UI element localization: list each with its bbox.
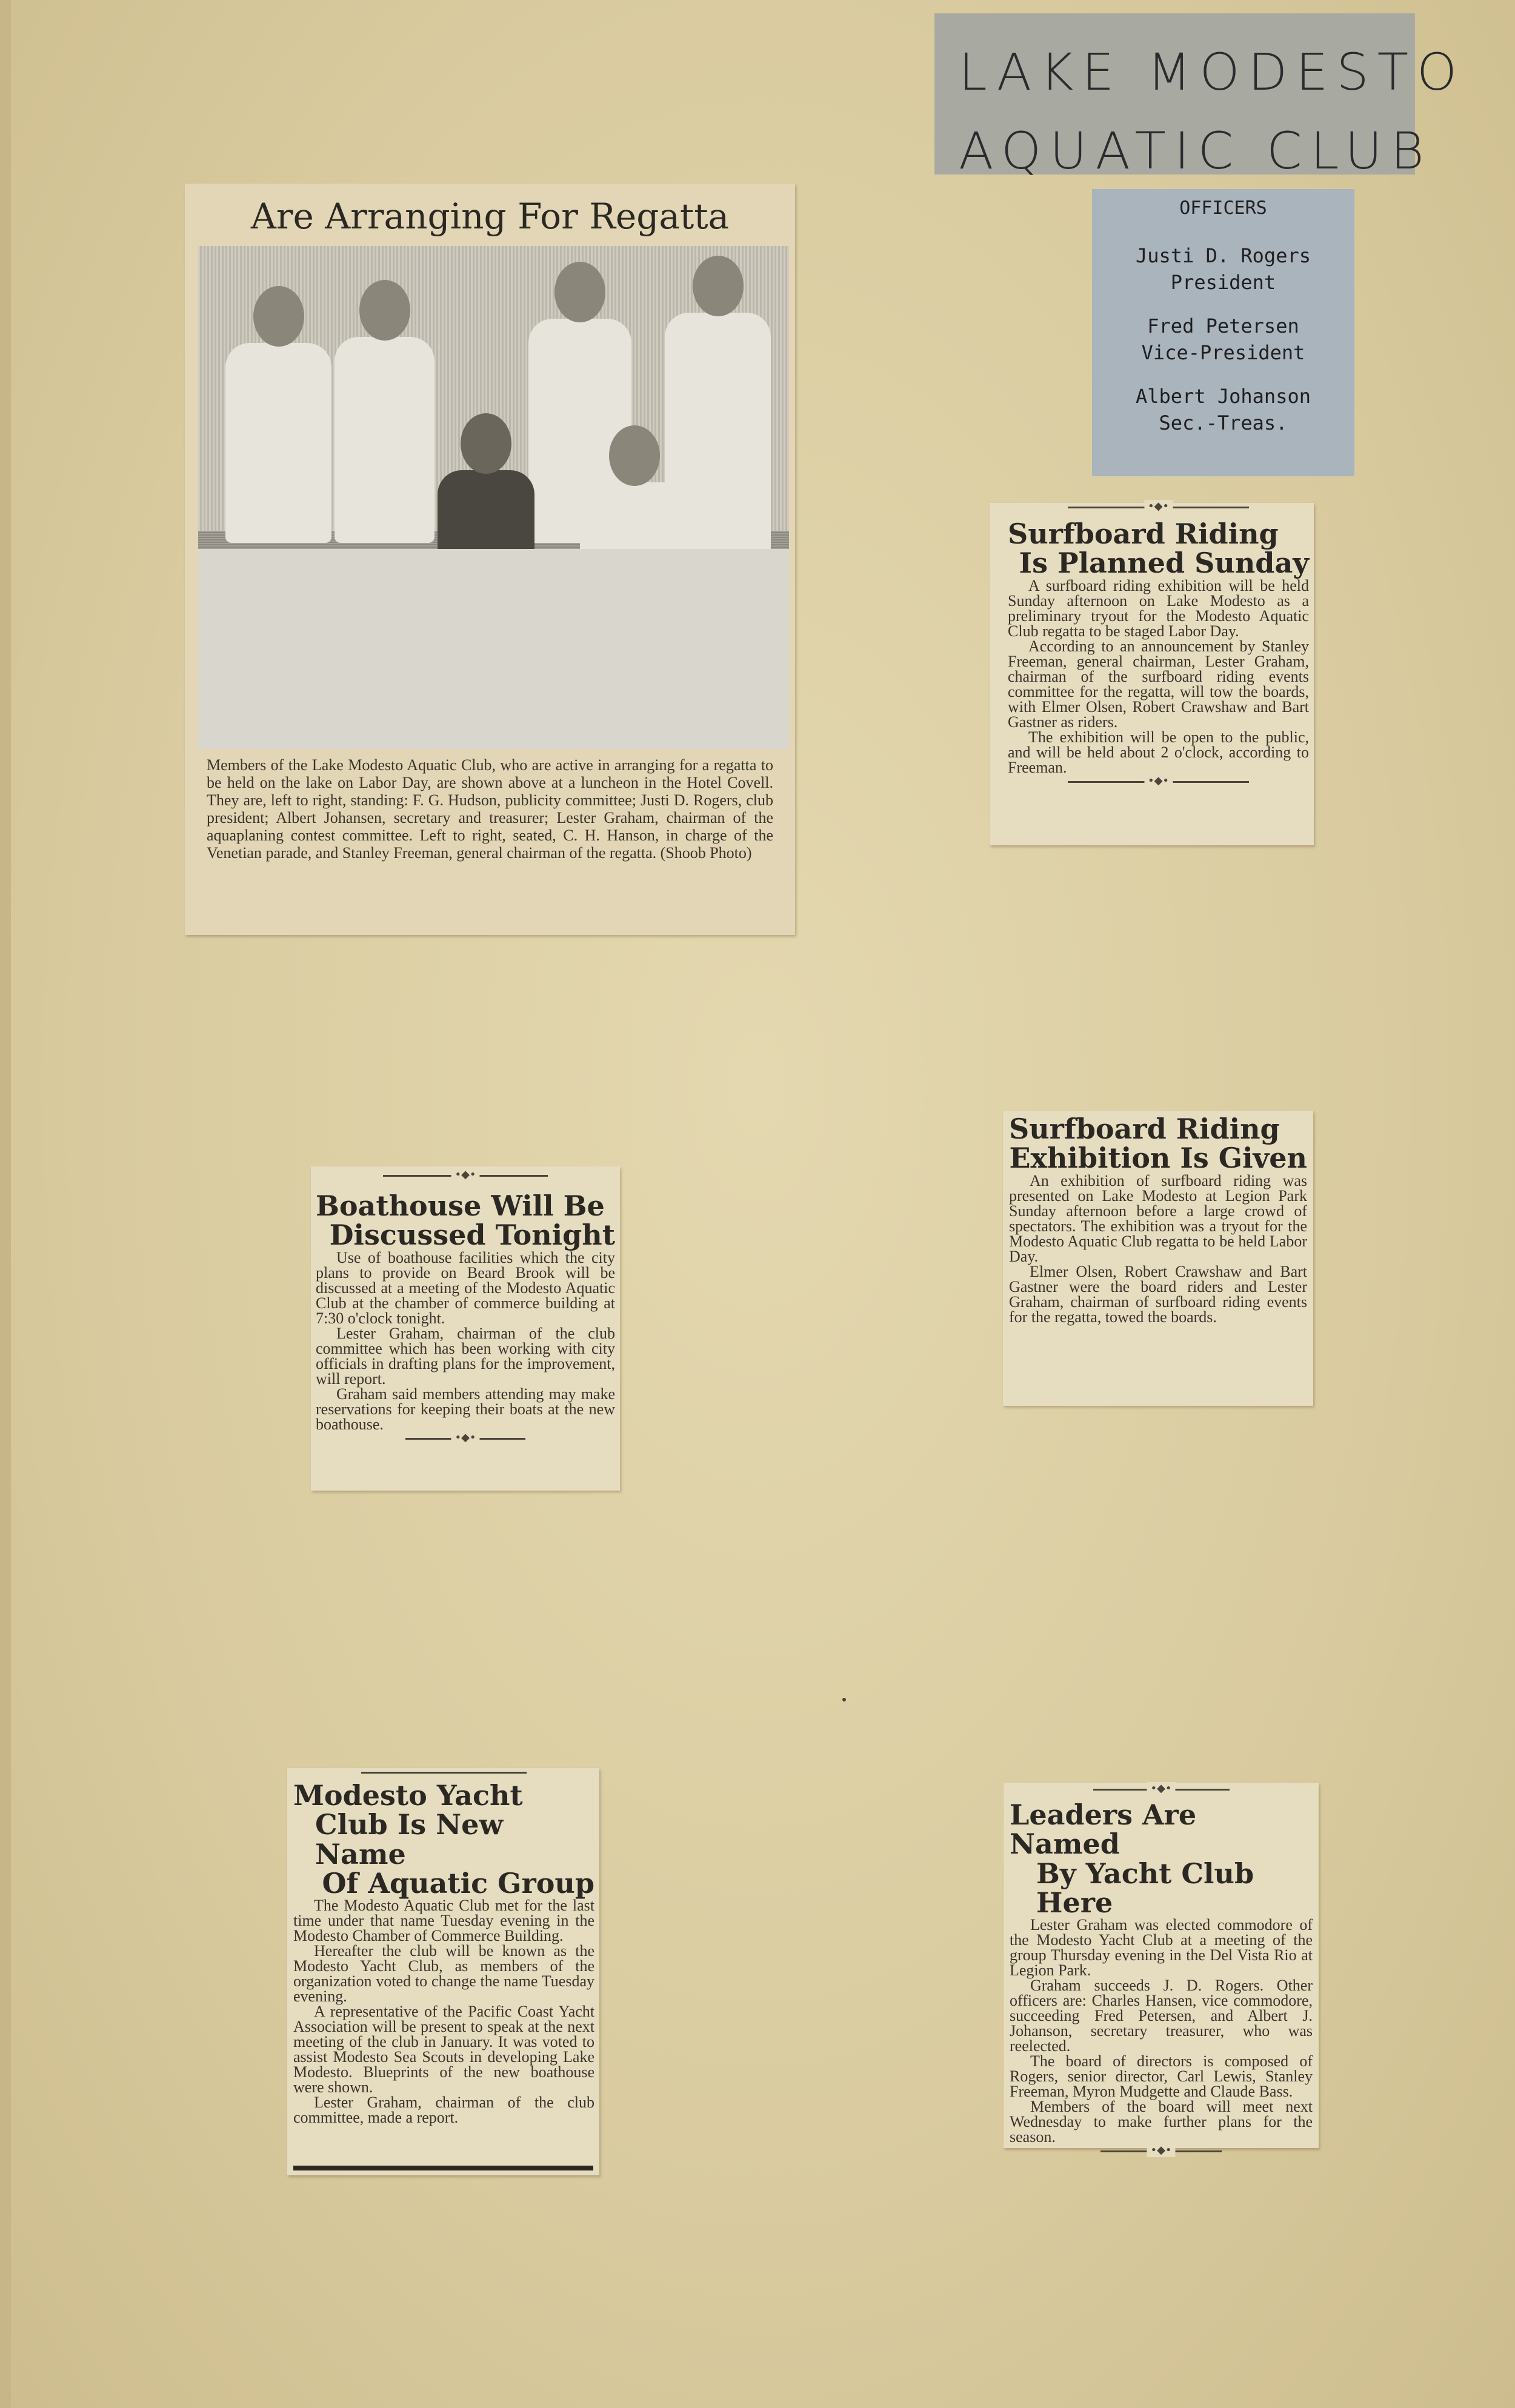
yacht-name-body: The Modesto Aquatic Club met for the last time under that name Tuesday evening in the Modesto Chamber of Commerce Building. Hereafter the club will be known as the Modesto Yacht Club, as members of the organization voted to change the name Tuesday evening. A representative of the Pacific Coast Yacht Association will be present to speak at the next meeting of the club in January. It was voted to assist Modesto Sea Scouts in developing Lake Modesto. Blueprints of the new boathouse were shown. Lester Graham, chairman of the club committee, made a report.: [293, 1897, 594, 2127]
officer-name: Justi D. Rogers: [1136, 244, 1311, 267]
top-rule: •◆•: [383, 1175, 548, 1179]
officers-title: OFFICERS: [1179, 198, 1267, 219]
leaders-body: Lester Graham was elected commodore of the Modesto Yacht Club at a meeting of the group Thursday evening in the Del Vista Rio at Legion Park. Graham succeeds J. D. Rogers. Other officers are: Charles Hansen, vice commodore, succeeding Fred Petersen, and Albert J. Johanson, secretary treasurer, who was reelected. The board of directors is composed of Rogers, senior director, Carl Lewis, Stanley Freeman, Myron Mudgette and Claude Bass. Members of the board will meet next Wednesday to make further plans for the season.: [1010, 1916, 1313, 2146]
boathouse-clipping: [311, 1166, 620, 1491]
officer-role: President: [1170, 271, 1276, 294]
yacht-name-clipping: [287, 1768, 599, 2175]
leaders-headline: Leaders Are Named By Yacht Club Here: [1010, 1798, 1254, 1919]
luncheon-photo: [198, 246, 789, 749]
officers-card: [1092, 189, 1354, 476]
officer-entry: [1098, 242, 1348, 296]
surf-planned-headline: Surfboard Riding Is Planned Sunday: [1008, 517, 1309, 580]
yacht-name-headline: Modesto Yacht Club Is New Name Of Aquatic Group: [293, 1779, 594, 1900]
title-line-1: LAKE MODESTO: [959, 42, 1466, 102]
photo-tablecloth: [198, 549, 789, 749]
surf-planned-clipping: [990, 500, 1314, 845]
officer-role: Vice-President: [1141, 341, 1305, 364]
boathouse-headline: Boathouse Will Be Discussed Tonight: [316, 1189, 615, 1252]
standing-man-2: [335, 337, 435, 543]
bottom-bar: [293, 2166, 593, 2170]
bottom-rule: •◆•: [1068, 781, 1248, 785]
page-binding-edge: [0, 0, 11, 2408]
regatta-clipping: [185, 184, 795, 935]
officer-entry: [1098, 383, 1348, 436]
bottom-rule: •◆•: [405, 1438, 525, 1442]
regatta-caption: Members of the Lake Modesto Aquatic Club, who are active in arranging for a regatta to be held on the lake on Labor Day, are shown above at a luncheon in the Hotel Covell. They are, left to right, standing: F. G. Hudson, publicity committee; Justi D. Rogers, club president; Albert Johansen, secretary and treasurer; Lester Graham, chairman of the aquaplaning contest committee. Left to right, seated, C. H. Hanson, in charge of the Venetian parade, and Stanley Freeman, general chairman of the regatta. (Shoob Photo): [207, 756, 773, 862]
regatta-headline: Are Arranging For Regatta: [250, 196, 730, 237]
surf-given-clipping: [1003, 1111, 1313, 1406]
officer-name: Albert Johanson: [1136, 385, 1311, 408]
officer-entry: [1098, 313, 1348, 366]
officer-name: Fred Petersen: [1147, 314, 1299, 338]
surf-given-headline: Surfboard Riding Exhibition Is Given: [1009, 1113, 1307, 1175]
top-rule: •◆•: [1068, 507, 1248, 511]
officer-role: Sec.-Treas.: [1159, 411, 1288, 434]
leaders-clipping: [1004, 1782, 1319, 2157]
surf-given-body: An exhibition of surfboard riding was presented on Lake Modesto at Legion Park Sunday afternoon before a large crowd of spectators. The exhibition was a tryout for the Modesto Aquatic Club regatta to be held Labor Day. Elmer Olsen, Robert Crawshaw and Bart Gastner were the board riders and Lester Graham, chairman of surfboard riding events for the regatta, towed the boards.: [1009, 1171, 1307, 1326]
top-rule: [361, 1772, 527, 1776]
surf-planned-body: A surfboard riding exhibition will be held Sunday afternoon on Lake Modesto as a preliminary tryout for the Modesto Aquatic Club regatta to be staged Labor Day. According to an announcement by Stanley Freeman, general chairman, Lester Graham, chairman of the surfboard riding events committee for the regatta, will tow the boards, with Elmer Olsen, Robert Crawshaw and Bart Gastner as riders. The exhibition will be open to the public, and will be held about 2 o'clock, according to Freeman.: [1008, 576, 1309, 776]
standing-man-1: [225, 343, 331, 543]
paper-speck: [842, 1698, 846, 1701]
title-label-strip: [934, 13, 1466, 181]
title-line-2: AQUATIC CLUB: [959, 121, 1433, 181]
top-rule: •◆•: [1093, 1789, 1230, 1793]
boathouse-body: Use of boathouse facilities which the city plans to provide on Beard Brook will be discussed at a meeting of the Modesto Aquatic Club at the chamber of commerce building at 7:30 o'clock tonight. Lester Graham, chairman of the club committee which has been working with city officials in drafting plans for the improvement, will report. Graham said members attending may make reservations for keeping their boats at the new boathouse.: [316, 1248, 615, 1433]
bottom-rule: •◆•: [1100, 2150, 1222, 2155]
